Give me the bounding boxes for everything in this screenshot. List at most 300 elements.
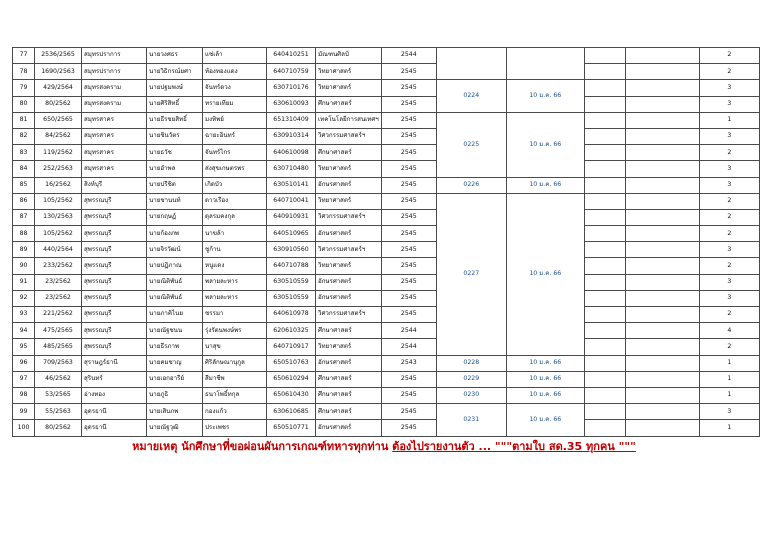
blank-cell (625, 420, 699, 436)
surname-cell: เกิดบัว (203, 177, 267, 193)
province-cell: สมุทรสงคราม (82, 80, 147, 96)
order-date-cell: 10 ม.ค. 66 (506, 387, 584, 403)
blank-cell (584, 193, 625, 209)
surname-cell: หนูแดง (203, 258, 267, 274)
student-id-cell: 630510559 (267, 290, 316, 306)
student-id-cell: 640610978 (267, 307, 316, 323)
blank-cell (625, 112, 699, 128)
blank-cell (625, 404, 699, 420)
table-row (13, 64, 760, 80)
province-cell: อุดรธานี (82, 420, 147, 436)
table-row (13, 80, 760, 96)
blank-cell (584, 145, 625, 161)
blank-cell (625, 355, 699, 371)
table-row (13, 355, 760, 371)
blank-cell (625, 161, 699, 177)
blank-cell (584, 112, 625, 128)
birth-year-cell: 2545 (381, 209, 436, 225)
surname-cell: ฉายะอินทร์ (203, 128, 267, 144)
table-row (13, 177, 760, 193)
row-number-cell: 94 (13, 323, 35, 339)
table-row (13, 96, 760, 112)
province-cell: สุพรรณบุรี (82, 209, 147, 225)
birth-year-cell: 2545 (381, 226, 436, 242)
group-cell: 1 (699, 371, 759, 387)
surname-cell: แซ่เล้า (203, 48, 267, 64)
doc-number-cell: 105/2562 (35, 226, 82, 242)
student-id-cell: 630610685 (267, 404, 316, 420)
birth-year-cell: 2545 (381, 404, 436, 420)
doc-number-cell: 46/2562 (35, 371, 82, 387)
doc-number-cell: 429/2564 (35, 80, 82, 96)
blank-cell (625, 96, 699, 112)
doc-number-cell: 1690/2563 (35, 64, 82, 80)
birth-year-cell: 2545 (381, 420, 436, 436)
table-row (13, 387, 760, 403)
surname-cell: ท้องทองแดง (203, 64, 267, 80)
province-cell: สมุทรสาคร (82, 145, 147, 161)
table-row (13, 258, 760, 274)
row-number-cell: 95 (13, 339, 35, 355)
birth-year-cell: 2544 (381, 323, 436, 339)
student-id-cell: 630910560 (267, 242, 316, 258)
first-name-cell: นายเอกอารีย์ (147, 371, 203, 387)
first-name-cell: นายปรีชิต (147, 177, 203, 193)
order-date-cell: 10 ม.ค. 66 (506, 177, 584, 193)
remark-text: หมายเหตุ นักศึกษาที่ขอผ่อนผันการเกณฑ์ทหารทุกท่าน (132, 440, 393, 453)
blank-cell (625, 339, 699, 355)
blank-cell (584, 64, 625, 80)
blank-cell (584, 387, 625, 403)
order-number-cell: 0227 (436, 193, 506, 355)
row-number-cell: 80 (13, 96, 35, 112)
faculty-cell: วิทยาศาสตร์ (316, 193, 382, 209)
doc-number-cell: 23/2562 (35, 274, 82, 290)
row-number-cell: 77 (13, 48, 35, 64)
doc-number-cell: 233/2562 (35, 258, 82, 274)
student-id-cell: 640710759 (267, 64, 316, 80)
birth-year-cell: 2545 (381, 177, 436, 193)
order-date-cell: 10 ม.ค. 66 (506, 193, 584, 355)
faculty-cell: วิศวกรรมศาสตร์ฯ (316, 209, 382, 225)
table-row (13, 420, 760, 436)
province-cell: สมุทรสาคร (82, 112, 147, 128)
birth-year-cell: 2545 (381, 242, 436, 258)
surname-cell: จันทร์ไกร (203, 145, 267, 161)
blank-cell (584, 242, 625, 258)
table-row (13, 193, 760, 209)
order-number-cell: 0225 (436, 112, 506, 177)
row-number-cell: 96 (13, 355, 35, 371)
blank-cell (584, 161, 625, 177)
row-number-cell: 86 (13, 193, 35, 209)
row-number-cell: 100 (13, 420, 35, 436)
birth-year-cell: 2545 (381, 290, 436, 306)
student-id-cell: 640510965 (267, 226, 316, 242)
table-row (13, 145, 760, 161)
row-number-cell: 81 (13, 112, 35, 128)
first-name-cell: นายวงศธร (147, 48, 203, 64)
faculty-cell: เทคโนโลยีการสนเทศฯ (316, 112, 382, 128)
province-cell: สมุทรสาคร (82, 128, 147, 144)
blank-cell (584, 226, 625, 242)
surname-cell: ดาวเรือง (203, 193, 267, 209)
order-date-cell: 10 ม.ค. 66 (506, 355, 584, 371)
faculty-cell: อักษรศาสตร์ (316, 355, 382, 371)
group-cell: 2 (699, 48, 759, 64)
birth-year-cell: 2545 (381, 387, 436, 403)
blank-cell (625, 48, 699, 64)
surname-cell: ประเพชร (203, 420, 267, 436)
faculty-cell: วิทยาศาสตร์ (316, 80, 382, 96)
doc-number-cell: 440/2564 (35, 242, 82, 258)
province-cell: สมุทรปราการ (82, 64, 147, 80)
first-name-cell: นายก้องภพ (147, 226, 203, 242)
blank-cell (625, 290, 699, 306)
deferment-table (12, 47, 760, 437)
faculty-cell: วิศวกรรมศาสตร์ฯ (316, 242, 382, 258)
order-date-cell (506, 48, 584, 80)
table-row (13, 339, 760, 355)
first-name-cell: นายอำพล (147, 161, 203, 177)
student-id-cell: 640610098 (267, 145, 316, 161)
blank-cell (625, 274, 699, 290)
first-name-cell: นายภาคิไนย (147, 307, 203, 323)
group-cell: 2 (699, 193, 759, 209)
blank-cell (625, 242, 699, 258)
row-number-cell: 79 (13, 80, 35, 96)
order-number-cell: 0228 (436, 355, 506, 371)
surname-cell: นาสุข (203, 339, 267, 355)
group-cell: 1 (699, 387, 759, 403)
doc-number-cell: 23/2562 (35, 290, 82, 306)
first-name-cell: นายคมชาญ (147, 355, 203, 371)
blank-cell (584, 420, 625, 436)
row-number-cell: 93 (13, 307, 35, 323)
group-cell: 3 (699, 80, 759, 96)
group-cell: 3 (699, 242, 759, 258)
faculty-cell: อักษรศาสตร์ (316, 290, 382, 306)
doc-number-cell: 80/2562 (35, 420, 82, 436)
faculty-cell: ศึกษาศาสตร์ (316, 371, 382, 387)
group-cell: 1 (699, 112, 759, 128)
row-number-cell: 87 (13, 209, 35, 225)
group-cell: 3 (699, 404, 759, 420)
first-name-cell: นายจิรวัฒน์ (147, 242, 203, 258)
student-id-cell: 640710917 (267, 339, 316, 355)
table-row (13, 242, 760, 258)
first-name-cell: นายศิริสิทธิ์ (147, 96, 203, 112)
blank-cell (584, 274, 625, 290)
birth-year-cell: 2545 (381, 145, 436, 161)
birth-year-cell: 2545 (381, 161, 436, 177)
surname-cell: ชูก้าน (203, 242, 267, 258)
doc-number-cell: 475/2565 (35, 323, 82, 339)
group-cell: 3 (699, 274, 759, 290)
doc-number-cell: 650/2565 (35, 112, 82, 128)
province-cell: สิงห์บุรี (82, 177, 147, 193)
birth-year-cell: 2545 (381, 274, 436, 290)
birth-year-cell: 2545 (381, 80, 436, 96)
faculty-cell: ศึกษาศาสตร์ (316, 323, 382, 339)
table-row (13, 226, 760, 242)
first-name-cell: นายธีรชยสิทธิ์ (147, 112, 203, 128)
group-cell: 2 (699, 226, 759, 242)
province-cell: สุพรรณบุรี (82, 307, 147, 323)
group-cell: 1 (699, 420, 759, 436)
surname-cell: นาขล้า (203, 226, 267, 242)
surname-cell: พลายละหาร (203, 290, 267, 306)
order-number-cell: 0226 (436, 177, 506, 193)
row-number-cell: 97 (13, 371, 35, 387)
faculty-cell: อักษรศาสตร์ (316, 226, 382, 242)
blank-cell (625, 64, 699, 80)
blank-cell (584, 128, 625, 144)
surname-cell: ดุลรมคงกุล (203, 209, 267, 225)
blank-cell (625, 193, 699, 209)
group-cell: 2 (699, 145, 759, 161)
doc-number-cell: 221/2562 (35, 307, 82, 323)
blank-cell (584, 96, 625, 112)
row-number-cell: 91 (13, 274, 35, 290)
province-cell: สุราษฎร์ธานี (82, 355, 147, 371)
surname-cell: พลายละหาร (203, 274, 267, 290)
birth-year-cell: 2544 (381, 48, 436, 64)
blank-cell (584, 307, 625, 323)
birth-year-cell: 2545 (381, 112, 436, 128)
order-number-cell (436, 48, 506, 80)
faculty-cell: มัณฑนศิลป์ (316, 48, 382, 64)
table-row (13, 290, 760, 306)
faculty-cell: วิศวกรรมศาสตร์ฯ (316, 307, 382, 323)
first-name-cell: นายชินวัตร (147, 128, 203, 144)
blank-cell (625, 128, 699, 144)
birth-year-cell: 2544 (381, 339, 436, 355)
table-row (13, 323, 760, 339)
province-cell: สมุทรสงคราม (82, 96, 147, 112)
doc-number-cell: 55/2563 (35, 404, 82, 420)
row-number-cell: 78 (13, 64, 35, 80)
blank-cell (625, 145, 699, 161)
blank-cell (625, 323, 699, 339)
student-id-cell: 620610325 (267, 323, 316, 339)
first-name-cell: นายณิติพันธ์ (147, 274, 203, 290)
table-row (13, 307, 760, 323)
province-cell: สุพรรณบุรี (82, 290, 147, 306)
row-number-cell: 83 (13, 145, 35, 161)
remark-emphasis: ต้องไปรายงานตัว ... """ตามใบ สด.35 ทุกคน """ (392, 440, 636, 453)
blank-cell (625, 226, 699, 242)
doc-number-cell: 119/2562 (35, 145, 82, 161)
student-id-cell: 630910314 (267, 128, 316, 144)
first-name-cell: นายวิธิกรณ์ยศา (147, 64, 203, 80)
row-number-cell: 98 (13, 387, 35, 403)
faculty-cell: อักษรศาสตร์ (316, 420, 382, 436)
province-cell: อ่างทอง (82, 387, 147, 403)
group-cell: 3 (699, 96, 759, 112)
student-id-cell: 640910931 (267, 209, 316, 225)
birth-year-cell: 2545 (381, 307, 436, 323)
birth-year-cell: 2545 (381, 64, 436, 80)
row-number-cell: 82 (13, 128, 35, 144)
student-id-cell: 630510141 (267, 177, 316, 193)
order-date-cell: 10 ม.ค. 66 (506, 80, 584, 112)
blank-cell (625, 371, 699, 387)
province-cell: สุพรรณบุรี (82, 242, 147, 258)
surname-cell: กองแก้ว (203, 404, 267, 420)
surname-cell: ศิริลักษณานุกูล (203, 355, 267, 371)
student-id-cell: 630610093 (267, 96, 316, 112)
student-id-cell: 630710176 (267, 80, 316, 96)
birth-year-cell: 2545 (381, 258, 436, 274)
province-cell: สุรินทร์ (82, 371, 147, 387)
surname-cell: ชรรมา (203, 307, 267, 323)
row-number-cell: 89 (13, 242, 35, 258)
surname-cell: มงทิพย์ (203, 112, 267, 128)
first-name-cell: นายธีรภาพ (147, 339, 203, 355)
table-row (13, 161, 760, 177)
remark-note (0, 437, 768, 455)
doc-number-cell: 2536/2565 (35, 48, 82, 64)
province-cell: สมุทรปราการ (82, 48, 147, 64)
doc-number-cell: 53/2565 (35, 387, 82, 403)
first-name-cell: นายณัฐชนน (147, 323, 203, 339)
faculty-cell: วิทยาศาสตร์ (316, 339, 382, 355)
province-cell: สมุทรสาคร (82, 161, 147, 177)
student-id-cell: 650610294 (267, 371, 316, 387)
student-id-cell: 640710788 (267, 258, 316, 274)
blank-cell (625, 80, 699, 96)
blank-cell (625, 209, 699, 225)
order-number-cell: 0224 (436, 80, 506, 112)
first-name-cell: นายกฤษฏ์ (147, 209, 203, 225)
table-row (13, 128, 760, 144)
faculty-cell: อักษรศาสตร์ (316, 177, 382, 193)
birth-year-cell: 2545 (381, 96, 436, 112)
first-name-cell: นายณัฐวุฒิ (147, 420, 203, 436)
province-cell: สุพรรณบุรี (82, 323, 147, 339)
row-number-cell: 85 (13, 177, 35, 193)
first-name-cell: นายเสิบภพ (147, 404, 203, 420)
faculty-cell: วิทยาศาสตร์ (316, 64, 382, 80)
student-id-cell: 630510559 (267, 274, 316, 290)
blank-cell (584, 177, 625, 193)
blank-cell (584, 290, 625, 306)
row-number-cell: 88 (13, 226, 35, 242)
group-cell: 2 (699, 258, 759, 274)
first-name-cell: นายปฏิภาณ (147, 258, 203, 274)
row-number-cell: 84 (13, 161, 35, 177)
blank-cell (584, 80, 625, 96)
group-cell: 4 (699, 323, 759, 339)
faculty-cell: ศึกษาศาสตร์ (316, 145, 382, 161)
province-cell: อุดรธานี (82, 404, 147, 420)
surname-cell: ส่งสุขเกษตรพร (203, 161, 267, 177)
doc-number-cell: 252/2563 (35, 161, 82, 177)
faculty-cell: วิศวกรรมศาสตร์ฯ (316, 128, 382, 144)
order-number-cell: 0230 (436, 387, 506, 403)
faculty-cell: วิทยาศาสตร์ (316, 258, 382, 274)
first-name-cell: นายปฐมพงษ์ (147, 80, 203, 96)
doc-number-cell: 80/2562 (35, 96, 82, 112)
order-date-cell: 10 ม.ค. 66 (506, 112, 584, 177)
surname-cell: ธนาโพธิ์ทกุล (203, 387, 267, 403)
doc-number-cell: 485/2565 (35, 339, 82, 355)
table-body (13, 48, 760, 437)
blank-cell (625, 387, 699, 403)
surname-cell: สีมาชีพ (203, 371, 267, 387)
group-cell: 3 (699, 177, 759, 193)
student-id-cell: 650610430 (267, 387, 316, 403)
surname-cell: ทรายเทียม (203, 96, 267, 112)
student-id-cell: 630710480 (267, 161, 316, 177)
group-cell: 2 (699, 307, 759, 323)
group-cell: 2 (699, 64, 759, 80)
province-cell: สุพรรณบุรี (82, 193, 147, 209)
group-cell: 2 (699, 209, 759, 225)
table-row (13, 404, 760, 420)
surname-cell: รุ่งรัตนพงษ์พร (203, 323, 267, 339)
row-number-cell: 90 (13, 258, 35, 274)
row-number-cell: 92 (13, 290, 35, 306)
faculty-cell: วิทยาศาสตร์ (316, 161, 382, 177)
first-name-cell: นายณิติพันธ์ (147, 290, 203, 306)
surname-cell: จันทร์ดวง (203, 80, 267, 96)
doc-number-cell: 16/2562 (35, 177, 82, 193)
faculty-cell: อักษรศาสตร์ (316, 274, 382, 290)
table-row (13, 112, 760, 128)
doc-number-cell: 709/2563 (35, 355, 82, 371)
table-row (13, 209, 760, 225)
blank-cell (584, 209, 625, 225)
order-number-cell: 0229 (436, 371, 506, 387)
group-cell: 1 (699, 355, 759, 371)
student-id-cell: 640710041 (267, 193, 316, 209)
doc-number-cell: 105/2562 (35, 193, 82, 209)
blank-cell (625, 177, 699, 193)
student-id-cell: 651310409 (267, 112, 316, 128)
group-cell: 3 (699, 290, 759, 306)
blank-cell (625, 307, 699, 323)
table-row (13, 371, 760, 387)
doc-number-cell: 84/2562 (35, 128, 82, 144)
blank-cell (584, 323, 625, 339)
blank-cell (584, 371, 625, 387)
province-cell: สุพรรณบุรี (82, 258, 147, 274)
province-cell: สุพรรณบุรี (82, 274, 147, 290)
table-row (13, 48, 760, 64)
birth-year-cell: 2545 (381, 193, 436, 209)
group-cell: 3 (699, 161, 759, 177)
student-id-cell: 640410251 (267, 48, 316, 64)
birth-year-cell: 2543 (381, 355, 436, 371)
table-row (13, 274, 760, 290)
faculty-cell: ศึกษาศาสตร์ (316, 387, 382, 403)
order-date-cell: 10 ม.ค. 66 (506, 404, 584, 436)
province-cell: สุพรรณบุรี (82, 226, 147, 242)
group-cell: 3 (699, 128, 759, 144)
doc-number-cell: 130/2563 (35, 209, 82, 225)
faculty-cell: ศึกษาศาสตร์ (316, 96, 382, 112)
student-id-cell: 650510771 (267, 420, 316, 436)
order-date-cell: 10 ม.ค. 66 (506, 371, 584, 387)
row-number-cell: 99 (13, 404, 35, 420)
faculty-cell: ศึกษาศาสตร์ (316, 404, 382, 420)
first-name-cell: นายชานนท์ (147, 193, 203, 209)
province-cell: สุพรรณบุรี (82, 339, 147, 355)
birth-year-cell: 2545 (381, 371, 436, 387)
blank-cell (584, 355, 625, 371)
